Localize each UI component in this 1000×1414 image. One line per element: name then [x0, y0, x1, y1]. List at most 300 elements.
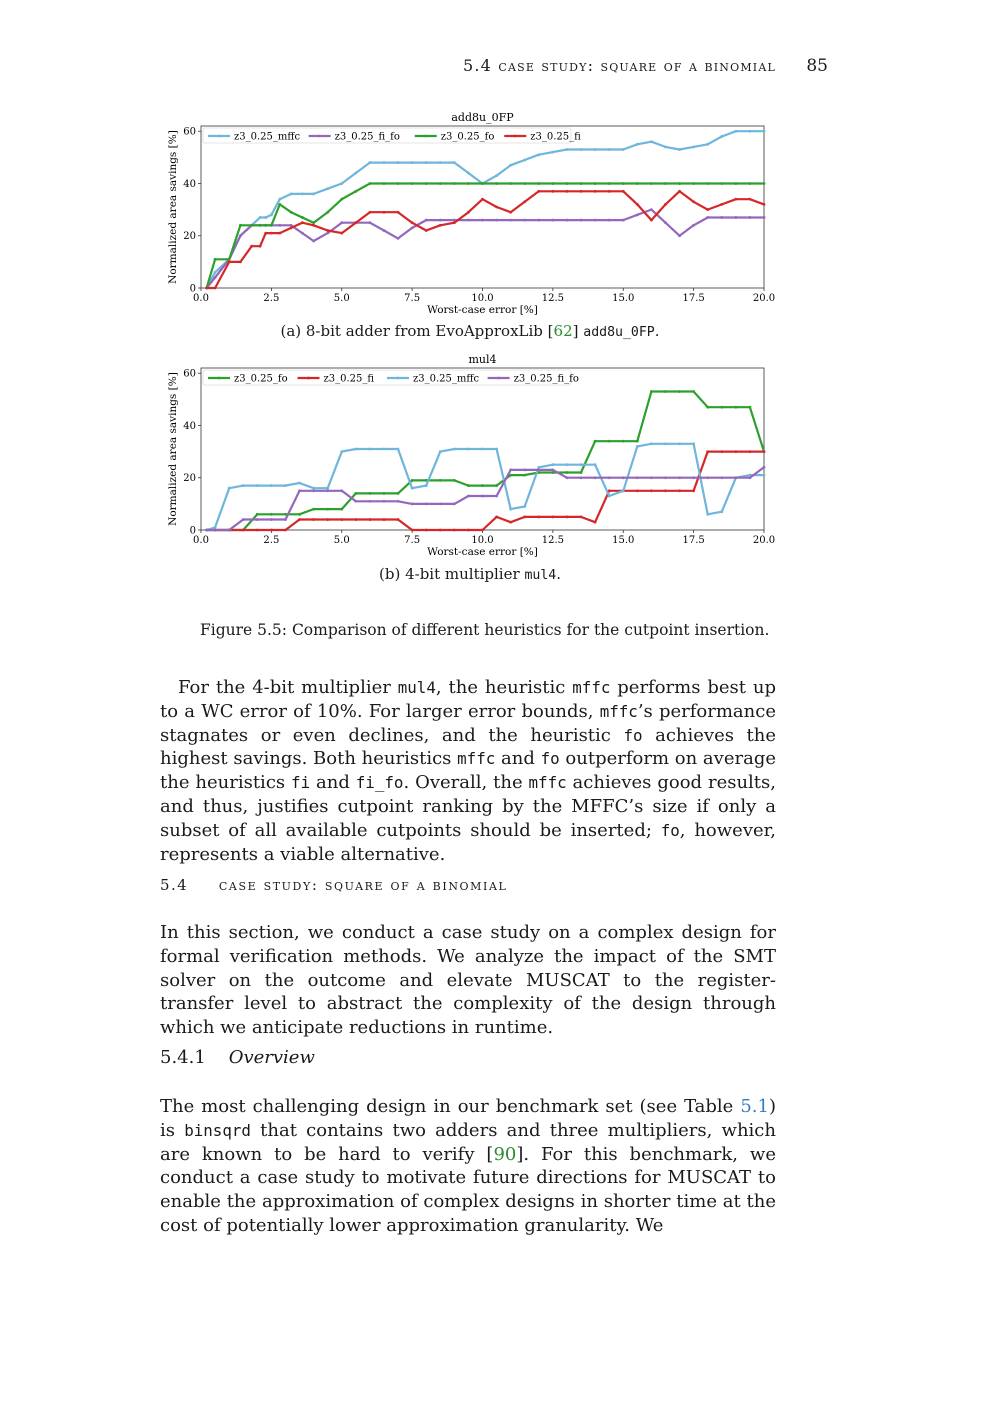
data-point: [383, 448, 386, 451]
subfigure-a-caption: [160, 322, 780, 340]
data-point: [326, 489, 329, 492]
text-run: achieves the highest savings. Both heuristics: [160, 724, 776, 770]
data-point: [383, 161, 386, 164]
legend-label: z3_0.25_fi_fo: [334, 131, 400, 143]
data-point: [720, 450, 723, 453]
data-point: [383, 182, 386, 185]
data-point: [495, 495, 498, 498]
text-run: performs best up to a WC error of 10%. For larger error bounds,: [160, 677, 777, 722]
data-point: [636, 476, 639, 479]
legend: [203, 128, 581, 143]
data-point: [509, 469, 512, 472]
data-point: [270, 484, 273, 487]
x-tick-label: 12.5: [541, 535, 565, 546]
data-point: [369, 161, 372, 164]
data-point: [537, 219, 540, 222]
data-point: [397, 182, 400, 185]
data-point: [301, 232, 304, 235]
text-run: outperform on average the heuristics: [160, 748, 776, 794]
data-point: [495, 448, 498, 451]
data-point: [594, 148, 597, 151]
data-point: [692, 476, 695, 479]
data-point: [326, 229, 329, 232]
legend-label: z3_0.25_fi_fo: [513, 373, 579, 385]
data-point: [749, 450, 752, 453]
data-point: [551, 469, 554, 472]
data-point: [278, 224, 281, 227]
data-point: [720, 476, 723, 479]
inline-code: fo: [623, 725, 643, 745]
data-point: [523, 182, 526, 185]
data-point: [301, 221, 304, 224]
legend: [203, 370, 579, 385]
data-point: [369, 500, 372, 503]
subfigure-a-code: add8u_0FP: [583, 325, 655, 340]
data-point: [354, 500, 357, 503]
data-point: [481, 219, 484, 222]
data-point: [467, 219, 470, 222]
data-point: [256, 513, 259, 516]
data-point: [749, 198, 752, 201]
data-point: [369, 182, 372, 185]
data-point: [397, 237, 400, 240]
data-point: [692, 200, 695, 203]
legend-marker: [318, 135, 321, 138]
inline-code: mffc: [599, 701, 638, 721]
paragraph-1: [160, 676, 776, 866]
data-point: [278, 203, 281, 206]
x-tick-label: 17.5: [682, 535, 705, 546]
paragraph-3-text: [160, 1095, 776, 1238]
x-tick-label: 0.0: [193, 293, 209, 304]
data-point: [340, 450, 343, 453]
subsection-number: 5.4.1: [160, 1047, 206, 1068]
legend-marker: [424, 135, 427, 138]
data-point: [228, 258, 231, 261]
data-point: [509, 211, 512, 214]
subfigure-a-end: .: [654, 322, 660, 340]
data-point: [264, 216, 267, 219]
data-point: [734, 198, 737, 201]
data-point: [290, 193, 293, 196]
data-point: [692, 390, 695, 393]
data-point: [411, 221, 414, 224]
data-point: [636, 489, 639, 492]
data-point: [580, 148, 583, 151]
data-point: [453, 161, 456, 164]
legend-label: z3_0.25_fi: [530, 131, 581, 143]
data-point: [664, 489, 667, 492]
data-point: [566, 516, 569, 519]
data-point: [354, 221, 357, 224]
data-point: [749, 476, 752, 479]
data-point: [298, 513, 301, 516]
data-point: [290, 227, 293, 230]
text-run: , however, represents a viable alternative.: [160, 819, 777, 865]
data-point: [734, 406, 737, 409]
data-point: [678, 390, 681, 393]
data-point: [259, 216, 262, 219]
data-point: [509, 219, 512, 222]
data-point: [622, 148, 625, 151]
x-tick-label: 7.5: [404, 535, 421, 546]
data-point: [523, 516, 526, 519]
data-point: [692, 442, 695, 445]
data-point: [551, 151, 554, 154]
data-point: [706, 143, 709, 146]
data-point: [383, 211, 386, 214]
figure-number: Figure 5.5:: [200, 621, 287, 639]
data-point: [678, 476, 681, 479]
data-point: [481, 198, 484, 201]
data-point: [706, 208, 709, 211]
data-point: [239, 224, 242, 227]
data-point: [481, 529, 484, 532]
data-point: [551, 182, 554, 185]
data-point: [453, 529, 456, 532]
data-point: [580, 190, 583, 193]
y-tick-label: 20: [183, 231, 196, 243]
text-run: that contains two adders and three multipliers, which are known to be hard to verify [: [160, 1119, 776, 1165]
subfigure-b-code: mul4: [524, 568, 557, 583]
data-point: [214, 276, 217, 279]
data-point: [594, 190, 597, 193]
data-point: [453, 502, 456, 505]
data-point: [369, 221, 372, 224]
data-point: [706, 182, 709, 185]
data-point: [264, 224, 267, 227]
data-point: [566, 471, 569, 474]
data-point: [580, 182, 583, 185]
data-point: [664, 390, 667, 393]
data-point: [383, 500, 386, 503]
data-point: [467, 495, 470, 498]
data-point: [608, 440, 611, 443]
data-point: [763, 216, 766, 219]
inline-code: binsqrd: [184, 1120, 251, 1140]
inline-code: fi: [291, 773, 311, 793]
text-run: ]. For this benchmark, we conduct a case study to motivate future directions for MUSCAT to enable the approximation of complex designs in shorter time at the cost of potentially lower approximation granularity. We: [160, 1143, 776, 1236]
data-point: [326, 518, 329, 521]
data-point: [594, 463, 597, 466]
page-number: 85: [806, 56, 828, 76]
x-tick-label: 20.0: [752, 535, 776, 546]
data-point: [312, 518, 315, 521]
data-point: [301, 193, 304, 196]
data-point: [439, 161, 442, 164]
y-tick-label: 40: [183, 178, 196, 190]
header-section-number: 5.4: [463, 56, 493, 75]
data-point: [692, 146, 695, 149]
data-point: [467, 211, 470, 214]
x-tick-label: 5.0: [333, 293, 350, 304]
inline-code: mffc: [528, 773, 567, 793]
data-point: [692, 489, 695, 492]
data-point: [495, 484, 498, 487]
data-point: [312, 193, 315, 196]
header-section-title: case study: square of a binomial: [498, 56, 776, 75]
data-point: [340, 221, 343, 224]
data-point: [664, 146, 667, 149]
text-run: , the heuristic: [435, 677, 573, 698]
data-point: [397, 161, 400, 164]
data-point: [439, 224, 442, 227]
data-point: [622, 489, 625, 492]
data-point: [537, 466, 540, 469]
data-point: [650, 208, 653, 211]
data-point: [481, 484, 484, 487]
x-tick-label: 12.5: [541, 293, 565, 304]
data-point: [369, 448, 372, 451]
chart-title: add8u_0FP: [451, 111, 514, 124]
chart-add8u: [160, 108, 780, 316]
data-point: [256, 529, 259, 532]
data-point: [734, 182, 737, 185]
paragraph-3: [160, 1095, 776, 1238]
text-run: and: [495, 748, 541, 770]
data-point: [453, 448, 456, 451]
data-point: [467, 448, 470, 451]
legend-label: z3_0.25_fo: [440, 131, 495, 143]
data-point: [205, 287, 208, 290]
legend-marker: [218, 135, 221, 138]
data-point: [523, 474, 526, 477]
data-point: [383, 229, 386, 232]
subsection-title: Overview: [228, 1047, 315, 1068]
data-point: [270, 213, 273, 216]
subsection-heading: [160, 1047, 315, 1068]
data-point: [523, 159, 526, 162]
data-point: [495, 182, 498, 185]
data-point: [369, 492, 372, 495]
y-tick-label: 0: [189, 525, 196, 537]
data-point: [397, 518, 400, 521]
data-point: [278, 198, 281, 201]
data-point: [692, 182, 695, 185]
data-point: [664, 203, 667, 206]
data-point: [664, 182, 667, 185]
data-point: [650, 489, 653, 492]
data-point: [566, 148, 569, 151]
data-point: [566, 463, 569, 466]
data-point: [622, 182, 625, 185]
data-point: [749, 216, 752, 219]
citation-link[interactable]: 90: [493, 1143, 517, 1165]
data-point: [636, 182, 639, 185]
data-point: [354, 172, 357, 175]
data-point: [439, 450, 442, 453]
x-tick-label: 5.0: [333, 535, 350, 546]
running-head: [463, 56, 776, 75]
legend-marker: [218, 377, 221, 380]
legend-label: z3_0.25_fo: [234, 373, 288, 385]
data-point: [250, 224, 253, 227]
legend-marker: [397, 377, 400, 380]
data-point: [312, 508, 315, 511]
data-point: [622, 476, 625, 479]
data-point: [509, 182, 512, 185]
x-axis-label: Worst-case error [%]: [427, 304, 538, 316]
data-point: [650, 476, 653, 479]
data-point: [340, 489, 343, 492]
data-point: [239, 234, 242, 237]
data-point: [214, 271, 217, 274]
x-tick-label: 2.5: [263, 293, 280, 304]
data-point: [340, 182, 343, 185]
data-point: [411, 479, 414, 482]
data-point: [720, 135, 723, 138]
data-point: [608, 190, 611, 193]
legend-marker: [514, 135, 517, 138]
data-point: [214, 287, 217, 290]
subfigure-b-label: (b) 4-bit multiplier: [379, 565, 520, 583]
data-point: [312, 489, 315, 492]
section-heading: [160, 876, 507, 894]
data-point: [425, 484, 428, 487]
data-point: [763, 203, 766, 206]
data-point: [495, 219, 498, 222]
data-point: [264, 232, 267, 235]
table-reference-link[interactable]: 5.1: [740, 1096, 769, 1117]
data-point: [594, 440, 597, 443]
data-point: [523, 505, 526, 508]
data-point: [763, 182, 766, 185]
section-heading-number: 5.4: [160, 876, 189, 894]
data-point: [566, 190, 569, 193]
data-point: [453, 479, 456, 482]
y-tick-label: 60: [183, 368, 196, 380]
data-point: [537, 516, 540, 519]
data-point: [734, 130, 737, 133]
data-point: [523, 200, 526, 203]
data-point: [326, 508, 329, 511]
text-run: For the 4-bit multiplier: [178, 677, 398, 698]
data-point: [763, 450, 766, 453]
data-point: [256, 518, 259, 521]
data-point: [636, 445, 639, 448]
data-point: [678, 442, 681, 445]
data-point: [481, 448, 484, 451]
data-point: [278, 232, 281, 235]
legend-marker: [497, 377, 500, 380]
data-point: [566, 182, 569, 185]
data-point: [608, 476, 611, 479]
text-run: and: [310, 772, 356, 794]
y-tick-label: 40: [183, 420, 196, 432]
data-point: [397, 492, 400, 495]
data-point: [537, 153, 540, 156]
data-point: [678, 182, 681, 185]
data-point: [763, 474, 766, 477]
data-point: [664, 442, 667, 445]
data-point: [411, 529, 414, 532]
data-point: [439, 219, 442, 222]
data-point: [678, 190, 681, 193]
data-point: [650, 442, 653, 445]
text-run: achieves good results, and thus, justifies cutpoint ranking by the MFFC’s size if only a subset of all available cutpoints should be inserted;: [160, 772, 776, 841]
data-point: [270, 224, 273, 227]
data-point: [678, 148, 681, 151]
data-point: [467, 182, 470, 185]
data-point: [270, 513, 273, 516]
data-point: [537, 182, 540, 185]
y-tick-label: 20: [183, 473, 196, 485]
data-point: [706, 406, 709, 409]
text-run: ’s performance stagnates or even declines, and the heuristic: [160, 700, 776, 746]
data-point: [298, 489, 301, 492]
data-point: [301, 216, 304, 219]
x-tick-label: 10.0: [471, 293, 494, 304]
data-point: [270, 529, 273, 532]
data-point: [425, 529, 428, 532]
y-tick-label: 0: [189, 283, 196, 295]
data-point: [467, 529, 470, 532]
data-point: [734, 476, 737, 479]
data-point: [411, 161, 414, 164]
inline-code: fi_fo: [355, 773, 404, 793]
paragraph-1-text: [160, 676, 776, 866]
subfigure-b-end: .: [556, 565, 561, 583]
data-point: [594, 182, 597, 185]
data-point: [242, 484, 245, 487]
data-point: [678, 234, 681, 237]
data-point: [312, 240, 315, 243]
data-point: [706, 476, 709, 479]
figure-caption: [200, 621, 769, 639]
data-point: [326, 487, 329, 490]
data-point: [537, 469, 540, 472]
data-point: [326, 211, 329, 214]
data-point: [270, 232, 273, 235]
x-tick-label: 10.0: [471, 535, 494, 546]
text-run: . Overall, the: [403, 772, 529, 794]
data-point: [650, 182, 653, 185]
data-point: [650, 140, 653, 143]
data-point: [720, 182, 723, 185]
data-point: [622, 190, 625, 193]
inline-code: mul4: [397, 678, 436, 697]
data-point: [250, 245, 253, 248]
data-point: [298, 518, 301, 521]
y-axis-label: Normalized area savings [%]: [167, 372, 179, 526]
data-point: [537, 190, 540, 193]
data-point: [763, 130, 766, 133]
data-point: [608, 148, 611, 151]
data-point: [523, 219, 526, 222]
data-point: [411, 227, 414, 230]
data-point: [594, 219, 597, 222]
data-point: [749, 130, 752, 133]
data-point: [425, 502, 428, 505]
data-point: [425, 229, 428, 232]
x-tick-label: 15.0: [612, 535, 635, 546]
data-point: [580, 476, 583, 479]
data-point: [425, 182, 428, 185]
subfigure-a-label: (a) 8-bit adder from EvoApproxLib [: [280, 322, 554, 340]
data-point: [594, 521, 597, 524]
data-point: [284, 529, 287, 532]
data-point: [228, 260, 231, 263]
chart-title: mul4: [468, 353, 497, 366]
subfigure-a-citation[interactable]: 62: [553, 322, 573, 340]
data-point: [397, 211, 400, 214]
data-point: [636, 213, 639, 216]
data-point: [242, 529, 245, 532]
data-point: [242, 518, 245, 521]
inline-code: mffc: [457, 749, 496, 769]
data-point: [580, 516, 583, 519]
data-point: [551, 190, 554, 193]
